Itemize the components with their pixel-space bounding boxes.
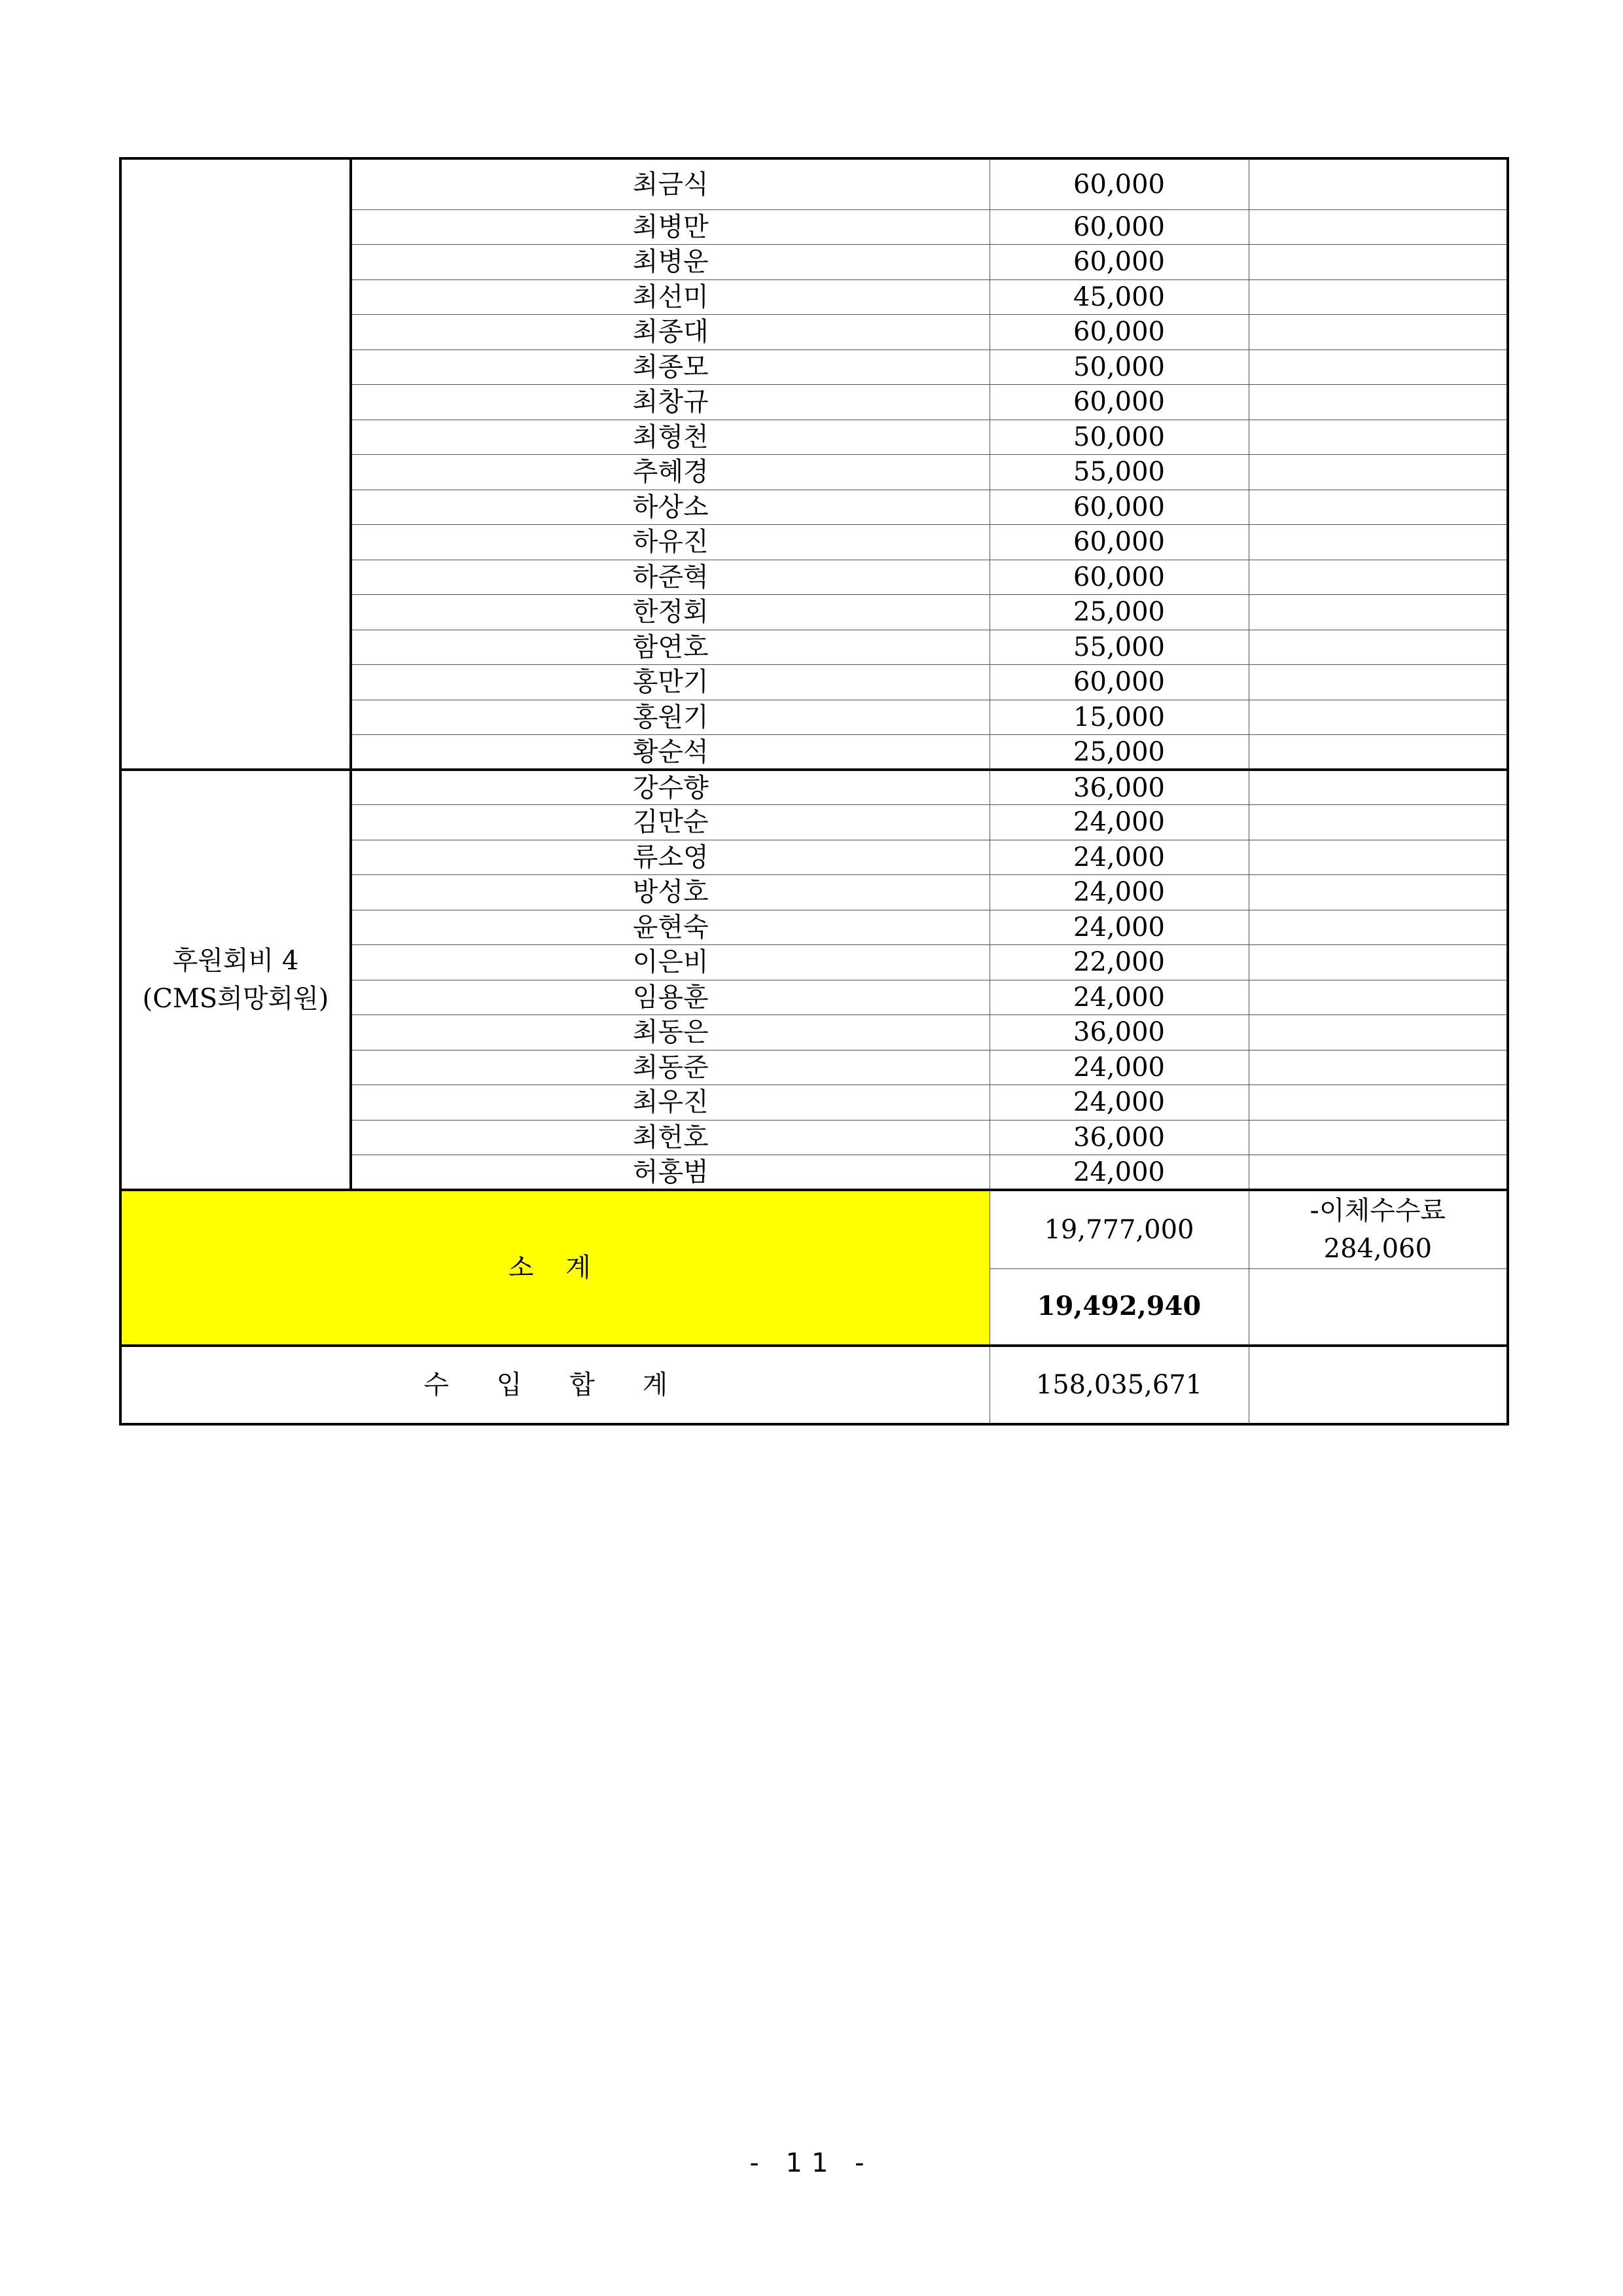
donor-name: 최병만 xyxy=(351,209,990,245)
donor-amount: 24,000 xyxy=(990,1050,1249,1085)
donor-amount: 55,000 xyxy=(990,630,1249,665)
donor-name: 최헌호 xyxy=(351,1120,990,1155)
donor-name: 최동준 xyxy=(351,1050,990,1085)
donor-name: 황순석 xyxy=(351,735,990,770)
donor-note xyxy=(1249,805,1508,840)
donor-amount: 25,000 xyxy=(990,735,1249,770)
donor-name: 최종모 xyxy=(351,350,990,385)
category-label: 후원회비 4 xyxy=(172,946,299,976)
donor-note xyxy=(1249,158,1508,209)
donor-note xyxy=(1249,1050,1508,1085)
donor-name: 추혜경 xyxy=(351,455,990,490)
donor-amount: 60,000 xyxy=(990,315,1249,350)
donor-note xyxy=(1249,420,1508,455)
donor-amount: 24,000 xyxy=(990,805,1249,840)
income-ledger-table xyxy=(119,157,1509,1426)
donor-amount: 15,000 xyxy=(990,700,1249,735)
donor-name: 윤현숙 xyxy=(351,910,990,945)
donor-note xyxy=(1249,700,1508,735)
category-cell xyxy=(120,770,351,1190)
page-number: - 11 - xyxy=(749,2148,874,2178)
donor-note xyxy=(1249,209,1508,245)
donor-note xyxy=(1249,279,1508,315)
donor-note xyxy=(1249,980,1508,1015)
donor-name: 최형천 xyxy=(351,420,990,455)
donor-amount: 36,000 xyxy=(990,770,1249,805)
donor-note xyxy=(1249,945,1508,980)
subtotal-net-note xyxy=(1249,1268,1508,1346)
donor-amount: 24,000 xyxy=(990,1085,1249,1121)
donor-name: 최병운 xyxy=(351,245,990,280)
donor-amount: 60,000 xyxy=(990,665,1249,700)
donor-amount: 55,000 xyxy=(990,455,1249,490)
income-total-amount: 158,035,671 xyxy=(990,1346,1249,1424)
donor-name: 최선미 xyxy=(351,279,990,315)
subtotal-label: 소 계 xyxy=(120,1190,990,1346)
donor-name: 방성호 xyxy=(351,875,990,910)
category-sublabel: (CMS희망회원) xyxy=(142,984,329,1014)
donor-name: 하준혁 xyxy=(351,560,990,595)
donor-name: 최창규 xyxy=(351,385,990,420)
income-total-label: 수 입 합 계 xyxy=(120,1346,990,1424)
donor-amount: 60,000 xyxy=(990,158,1249,209)
donor-note xyxy=(1249,525,1508,560)
donor-amount: 36,000 xyxy=(990,1120,1249,1155)
donor-amount: 60,000 xyxy=(990,490,1249,525)
donor-note xyxy=(1249,1120,1508,1155)
donor-name: 홍만기 xyxy=(351,665,990,700)
donor-amount: 60,000 xyxy=(990,385,1249,420)
subtotal-row xyxy=(120,1190,1508,1268)
donor-name: 홍원기 xyxy=(351,700,990,735)
donor-amount: 24,000 xyxy=(990,980,1249,1015)
subtotal-gross: 19,777,000 xyxy=(990,1190,1249,1268)
donor-note xyxy=(1249,875,1508,910)
donor-amount: 25,000 xyxy=(990,595,1249,630)
transfer-fee-value: 284,060 xyxy=(1323,1233,1432,1264)
donor-amount: 24,000 xyxy=(990,840,1249,875)
donor-note xyxy=(1249,735,1508,770)
donor-name: 하유진 xyxy=(351,525,990,560)
donor-note xyxy=(1249,1155,1508,1191)
donor-note xyxy=(1249,840,1508,875)
donor-note xyxy=(1249,1085,1508,1121)
donor-note xyxy=(1249,595,1508,630)
donor-amount: 24,000 xyxy=(990,1155,1249,1191)
donor-name: 임용훈 xyxy=(351,980,990,1015)
donor-amount: 22,000 xyxy=(990,945,1249,980)
donor-name: 최동은 xyxy=(351,1015,990,1050)
donor-name: 류소영 xyxy=(351,840,990,875)
donor-amount: 60,000 xyxy=(990,245,1249,280)
donor-note xyxy=(1249,770,1508,805)
income-total-note xyxy=(1249,1346,1508,1424)
donor-note xyxy=(1249,245,1508,280)
donor-amount: 45,000 xyxy=(990,279,1249,315)
table-row xyxy=(120,158,1508,209)
donor-amount: 50,000 xyxy=(990,420,1249,455)
donor-amount: 24,000 xyxy=(990,910,1249,945)
donor-note xyxy=(1249,350,1508,385)
donor-amount: 50,000 xyxy=(990,350,1249,385)
transfer-fee-cell xyxy=(1249,1190,1508,1268)
donor-note xyxy=(1249,1015,1508,1050)
donor-name: 김만순 xyxy=(351,805,990,840)
donor-note xyxy=(1249,455,1508,490)
donor-note xyxy=(1249,665,1508,700)
donor-name: 한정회 xyxy=(351,595,990,630)
donor-name: 최우진 xyxy=(351,1085,990,1121)
donor-name: 최종대 xyxy=(351,315,990,350)
donor-note xyxy=(1249,490,1508,525)
donor-name: 허홍범 xyxy=(351,1155,990,1191)
donor-amount: 36,000 xyxy=(990,1015,1249,1050)
donor-amount: 60,000 xyxy=(990,525,1249,560)
table-row xyxy=(120,770,1508,805)
donor-name: 함연호 xyxy=(351,630,990,665)
donor-amount: 60,000 xyxy=(990,209,1249,245)
donor-name: 최금식 xyxy=(351,158,990,209)
donor-amount: 60,000 xyxy=(990,560,1249,595)
donor-amount: 24,000 xyxy=(990,875,1249,910)
category-cell xyxy=(120,158,351,770)
subtotal-net: 19,492,940 xyxy=(990,1268,1249,1346)
donor-note xyxy=(1249,910,1508,945)
donor-note xyxy=(1249,560,1508,595)
donor-note xyxy=(1249,630,1508,665)
donor-note xyxy=(1249,385,1508,420)
income-total-row xyxy=(120,1346,1508,1424)
donor-note xyxy=(1249,315,1508,350)
donor-name: 이은비 xyxy=(351,945,990,980)
donor-name: 하상소 xyxy=(351,490,990,525)
transfer-fee-label: -이체수수료 xyxy=(1310,1195,1446,1226)
donor-name: 강수향 xyxy=(351,770,990,805)
